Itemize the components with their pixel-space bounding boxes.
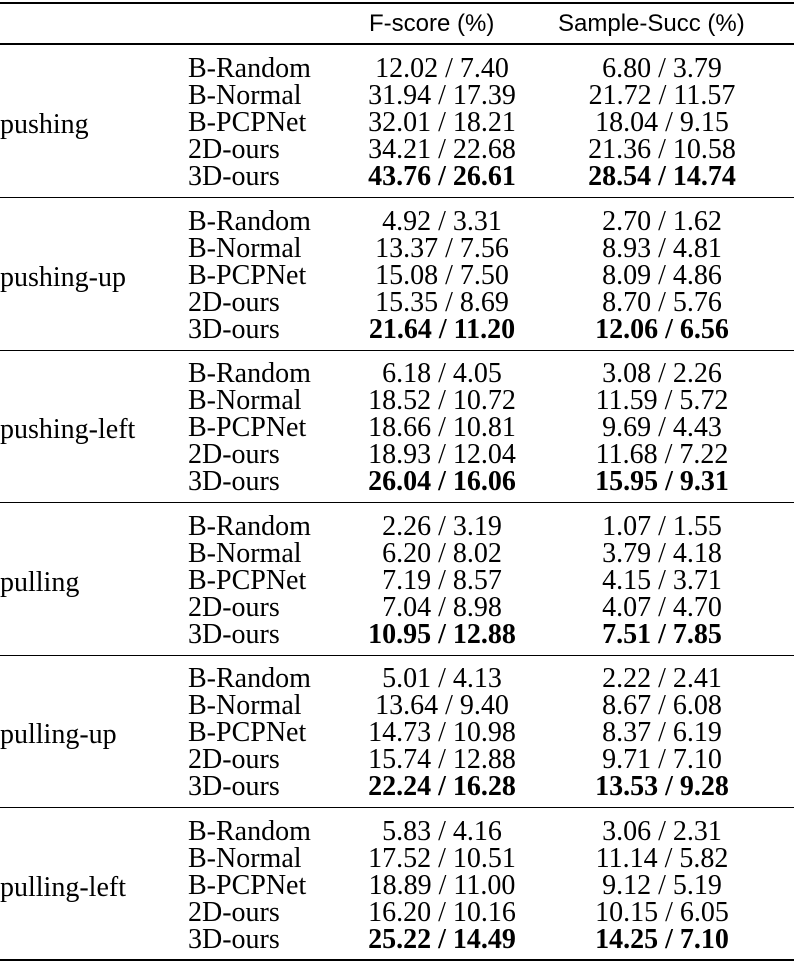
sample-succ-cell: 18.04 / 9.15 (595, 107, 729, 138)
method-cell: 2D-ours (188, 134, 280, 165)
fscore-cell: 17.52 / 10.51 (368, 843, 516, 874)
fscore-cell: 14.73 / 10.98 (368, 717, 516, 748)
table-row (0, 540, 794, 567)
sample-succ-cell: 10.15 / 6.05 (595, 897, 729, 928)
sample-succ-cell: 8.67 / 6.08 (602, 690, 722, 721)
method-cell: 3D-ours (188, 771, 280, 802)
fscore-cell: 31.94 / 17.39 (368, 80, 516, 111)
method-cell: B-PCPNet (188, 107, 307, 138)
fscore-cell: 21.64 / 11.20 (368, 314, 516, 345)
fscore-cell: 18.66 / 10.81 (368, 412, 516, 443)
method-cell: B-Normal (188, 843, 302, 874)
fscore-cell: 18.93 / 12.04 (368, 439, 516, 470)
top-rule (0, 2, 794, 4)
method-cell: 2D-ours (188, 439, 280, 470)
table-row (0, 513, 794, 540)
method-cell: B-Random (188, 816, 311, 847)
table-row (0, 387, 794, 414)
sample-succ-cell: 6.80 / 3.79 (602, 53, 722, 84)
table-row (0, 316, 794, 343)
method-cell: 3D-ours (188, 924, 280, 955)
table-row (0, 441, 794, 468)
table-row (0, 468, 794, 495)
sample-succ-cell: 11.59 / 5.72 (595, 385, 729, 416)
method-cell: B-PCPNet (188, 717, 307, 748)
group-divider (0, 350, 794, 351)
sample-succ-cell: 4.07 / 4.70 (602, 592, 722, 623)
sample-succ-cell: 11.14 / 5.82 (595, 843, 729, 874)
method-cell: B-Random (188, 511, 311, 542)
bottom-rule (0, 959, 794, 961)
sample-succ-cell: 7.51 / 7.85 (602, 619, 722, 650)
sample-succ-cell: 9.69 / 4.43 (602, 412, 722, 443)
method-cell: B-Random (188, 663, 311, 694)
method-cell: B-Normal (188, 385, 302, 416)
fscore-cell: 25.22 / 14.49 (368, 924, 516, 955)
fscore-cell: 15.35 / 8.69 (375, 287, 509, 318)
method-cell: 3D-ours (188, 466, 280, 497)
method-cell: 3D-ours (188, 619, 280, 650)
fscore-cell: 10.95 / 12.88 (368, 619, 516, 650)
table-row (0, 567, 794, 594)
sample-succ-cell: 4.15 / 3.71 (602, 565, 722, 596)
table-row (0, 55, 794, 82)
method-cell: B-PCPNet (188, 412, 307, 443)
group-label: pushing (0, 109, 89, 140)
table-row (0, 414, 794, 441)
fscore-cell: 13.64 / 9.40 (375, 690, 509, 721)
table-row (0, 692, 794, 719)
method-cell: B-Normal (188, 233, 302, 264)
fscore-cell: 18.52 / 10.72 (368, 385, 516, 416)
fscore-cell: 7.04 / 8.98 (382, 592, 502, 623)
sample-succ-cell: 2.22 / 2.41 (602, 663, 722, 694)
table-row (0, 136, 794, 163)
fscore-cell: 15.08 / 7.50 (375, 260, 509, 291)
method-cell: 3D-ours (188, 314, 280, 345)
method-cell: 2D-ours (188, 287, 280, 318)
table-row (0, 360, 794, 387)
table-row (0, 163, 794, 190)
fscore-cell: 4.92 / 3.31 (382, 206, 502, 237)
method-cell: B-Normal (188, 690, 302, 721)
table-row (0, 235, 794, 262)
group-divider (0, 655, 794, 656)
sample-succ-cell: 2.70 / 1.62 (602, 206, 722, 237)
sample-succ-cell: 1.07 / 1.55 (602, 511, 722, 542)
method-cell: B-Normal (188, 538, 302, 569)
method-cell: 2D-ours (188, 897, 280, 928)
sample-succ-cell: 8.09 / 4.86 (602, 260, 722, 291)
method-cell: 3D-ours (188, 161, 280, 192)
group-divider (0, 197, 794, 198)
group-label: pulling (0, 567, 80, 598)
sample-succ-cell: 8.93 / 4.81 (602, 233, 722, 264)
group-label: pulling-left (0, 872, 126, 903)
fscore-cell: 34.21 / 22.68 (368, 134, 516, 165)
fscore-cell: 26.04 / 16.06 (368, 466, 516, 497)
sample-succ-cell: 3.06 / 2.31 (602, 816, 722, 847)
sample-succ-cell: 21.72 / 11.57 (588, 80, 736, 111)
table-row (0, 872, 794, 899)
table-row (0, 773, 794, 800)
fscore-cell: 5.83 / 4.16 (382, 816, 502, 847)
sample-succ-cell: 12.06 / 6.56 (595, 314, 729, 345)
fscore-cell: 32.01 / 18.21 (368, 107, 516, 138)
table-row (0, 208, 794, 235)
table-row (0, 82, 794, 109)
sample-succ-cell: 14.25 / 7.10 (595, 924, 729, 955)
fscore-cell: 6.20 / 8.02 (382, 538, 502, 569)
method-cell: 2D-ours (188, 592, 280, 623)
method-cell: B-PCPNet (188, 565, 307, 596)
fscore-cell: 16.20 / 10.16 (368, 897, 516, 928)
sample-succ-cell: 21.36 / 10.58 (588, 134, 736, 165)
group-divider (0, 807, 794, 808)
table-row (0, 899, 794, 926)
method-cell: B-PCPNet (188, 870, 307, 901)
table-row (0, 926, 794, 953)
table-row (0, 665, 794, 692)
method-cell: B-PCPNet (188, 260, 307, 291)
header-fscore: F-score (%) (369, 10, 495, 37)
fscore-cell: 2.26 / 3.19 (382, 511, 502, 542)
group-label: pushing-left (0, 414, 136, 445)
table-row (0, 109, 794, 136)
table-row (0, 621, 794, 648)
method-cell: B-Random (188, 358, 311, 389)
fscore-cell: 5.01 / 4.13 (382, 663, 502, 694)
table-row (0, 289, 794, 316)
fscore-cell: 12.02 / 7.40 (375, 53, 509, 84)
method-cell: B-Normal (188, 80, 302, 111)
header-sample-succ: Sample-Succ (%) (558, 10, 745, 37)
table-row (0, 746, 794, 773)
sample-succ-cell: 9.12 / 5.19 (602, 870, 722, 901)
fscore-cell: 15.74 / 12.88 (368, 744, 516, 775)
table-row (0, 818, 794, 845)
sample-succ-cell: 13.53 / 9.28 (595, 771, 729, 802)
sample-succ-cell: 8.70 / 5.76 (602, 287, 722, 318)
method-cell: B-Random (188, 53, 311, 84)
fscore-cell: 18.89 / 11.00 (368, 870, 516, 901)
table-row (0, 719, 794, 746)
sample-succ-cell: 28.54 / 14.74 (588, 161, 736, 192)
table-row (0, 594, 794, 621)
group-label: pulling-up (0, 719, 117, 750)
sample-succ-cell: 3.08 / 2.26 (602, 358, 722, 389)
group-divider (0, 502, 794, 503)
header-rule (0, 43, 794, 45)
sample-succ-cell: 9.71 / 7.10 (602, 744, 722, 775)
sample-succ-cell: 8.37 / 6.19 (602, 717, 722, 748)
group-label: pushing-up (0, 262, 126, 293)
fscore-cell: 43.76 / 26.61 (368, 161, 516, 192)
fscore-cell: 7.19 / 8.57 (382, 565, 502, 596)
table-row (0, 845, 794, 872)
fscore-cell: 6.18 / 4.05 (382, 358, 502, 389)
method-cell: B-Random (188, 206, 311, 237)
fscore-cell: 13.37 / 7.56 (375, 233, 509, 264)
sample-succ-cell: 15.95 / 9.31 (595, 466, 729, 497)
sample-succ-cell: 11.68 / 7.22 (595, 439, 729, 470)
fscore-cell: 22.24 / 16.28 (368, 771, 516, 802)
sample-succ-cell: 3.79 / 4.18 (602, 538, 722, 569)
table-row (0, 262, 794, 289)
method-cell: 2D-ours (188, 744, 280, 775)
